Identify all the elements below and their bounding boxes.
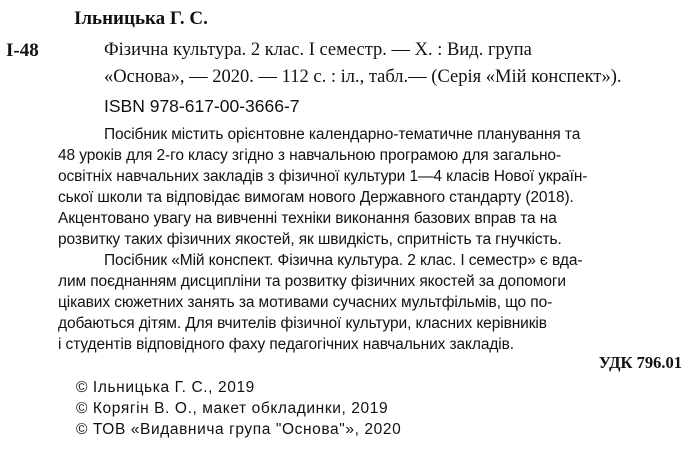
bibliographic-line-1: Фізична культура. 2 клас. І семестр. — Х. : Вид. група <box>104 40 532 60</box>
annotation-line-4: ської школи та відповідає вимогам нового Державного стандарту (2018). <box>58 189 574 206</box>
bibliographic-line-2: «Основа», — 2020. — 112 с. : іл., табл.— (Серія «Мій конспект»). <box>104 67 622 87</box>
annotation-line-11: і студентів відповідного фаху педагогічних навчальних закладів. <box>58 336 514 353</box>
copyright-line-3: © ТОВ «Видавнича група "Основа"», 2020 <box>76 421 402 438</box>
copyright-line-1: © Ільницька Г. С., 2019 <box>76 379 255 396</box>
annotation-line-7: Посібник «Мій конспект. Фізична культура. 2 клас. І семестр» є вда- <box>104 252 583 269</box>
annotation-line-6: розвитку таких фізичних якостей, як швидкість, спритність та гнучкість. <box>58 231 562 248</box>
annotation-line-9: цікавих сюжетних занять за мотивами сучасних мультфільмів, що по- <box>58 294 553 311</box>
catalog-code: І-48 <box>6 40 39 61</box>
annotation-line-1: Посібник містить орієнтовне календарно-тематичне планування та <box>104 126 581 143</box>
udk-code: УДК 796.01 <box>598 353 682 372</box>
annotation-line-3: освітніх навчальних закладів з фізичної культури 1—4 класів Нової україн- <box>58 168 588 185</box>
annotation-line-5: Акцентовано увагу на вивченні техніки виконання базових вправ та на <box>58 210 557 227</box>
copyright-line-2: © Корягін В. О., макет обкладинки, 2019 <box>76 400 389 417</box>
isbn: ISBN 978-617-00-3666-7 <box>104 96 300 116</box>
annotation-line-8: лим поєднанням дисципліни та розвитку фізичних якостей за допомоги <box>58 273 566 290</box>
author-name: Ільницька Г. С. <box>74 8 208 29</box>
annotation-line-10: добаються дітям. Для вчителів фізичної культури, класних керівників <box>58 315 547 332</box>
annotation-line-2: 48 уроків для 2-го класу згідно з навчальною програмою для загально- <box>58 147 562 164</box>
